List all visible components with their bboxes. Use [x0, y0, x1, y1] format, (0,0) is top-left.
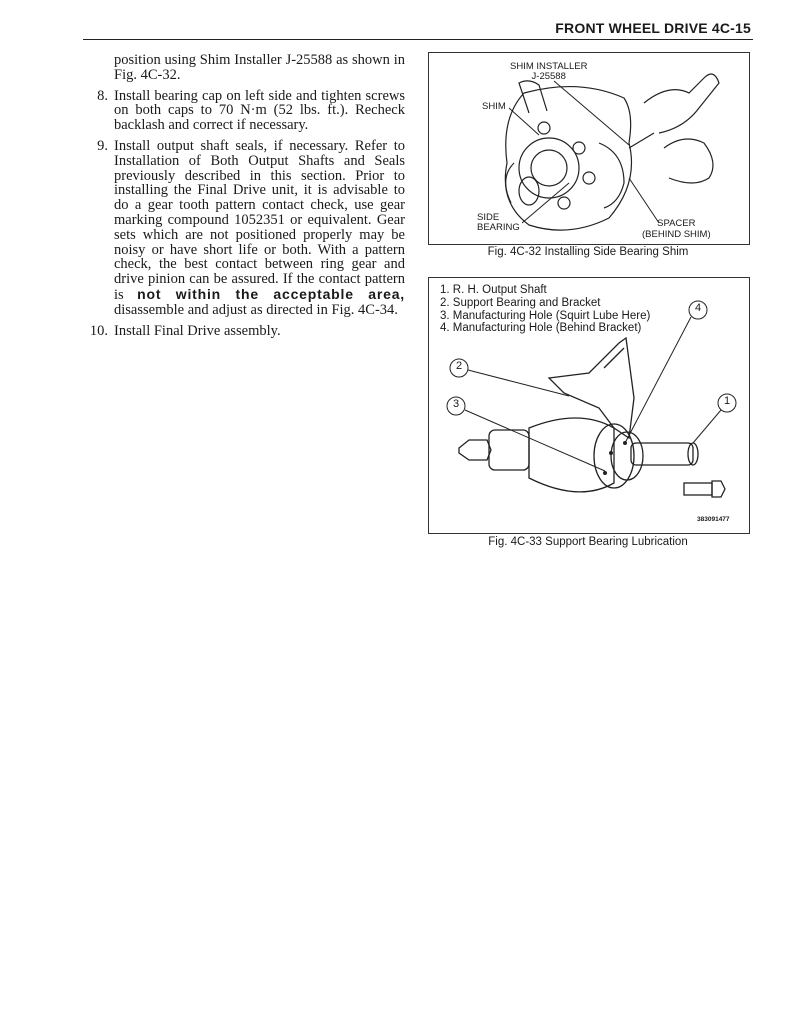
figure-4c-33-caption: Fig. 4C-33 Support Bearing Lubrication: [488, 536, 688, 548]
callout-label-4: 4: [694, 302, 702, 314]
step-8: [80, 89, 405, 133]
step-7-continuation: position using Shim Installer J-25588 as shown in Fig. 4C-32.: [114, 52, 405, 83]
step-9-text-a: Install output shaft seals, if necessary. Refer to Installation of Both Output Shafts and Seals previously described in this section. Prior to installing the Final Drive unit, it is advisable to do a gear tooth pattern contact check, use gear marking compound 1052351 or equivalent. Gear sets which are not positioned properly may be noisy or have short life or both. With a pattern check, the best contact between ring gear and drive pinion can be assured. If the contact pattern is: [114, 137, 405, 303]
support-bearing-illustration: [429, 278, 749, 533]
callout-shim-installer: SHIM INSTALLER J-25588: [510, 61, 588, 82]
callout-side-bearing: SIDE BEARING: [477, 212, 520, 233]
legend-item-4: 4. Manufacturing Hole (Behind Bracket): [440, 322, 642, 335]
legend-item-2: 2. Support Bearing and Bracket: [440, 296, 601, 309]
step-10-number: 10.: [89, 322, 108, 339]
header-rule: [83, 39, 753, 40]
figure-code: 383091477: [697, 516, 730, 523]
step-9-emphasis: not within the acceptable area,: [137, 285, 405, 302]
callout-spacer: SPACER (BEHIND SHIM): [642, 218, 711, 240]
step-8-number: 8.: [97, 87, 108, 104]
callout-label-2: 2: [455, 360, 463, 372]
step-9-text-b: disassemble and adjust as directed in Fig. 4C-34.: [114, 301, 398, 318]
step-8-text: Install bearing cap on left side and tighten screws on both caps to 70 N·m (52 lbs. ft.). Recheck backlash and correct if necessary.: [114, 87, 405, 134]
step-10: [80, 324, 405, 339]
figure-4c-32-caption: Fig. 4C-32 Installing Side Bearing Shim: [487, 246, 689, 258]
step-9: [80, 139, 405, 318]
figure-4c-32: [428, 52, 750, 245]
legend-item-1: 1. R. H. Output Shaft: [440, 284, 547, 296]
legend-item-3: 3. Manufacturing Hole (Squirt Lube Here): [440, 309, 651, 322]
step-9-number: 9.: [97, 137, 108, 154]
instruction-column: [80, 53, 405, 344]
callout-label-3: 3: [452, 398, 460, 410]
callout-label-1: 1: [723, 395, 731, 407]
callout-shim: SHIM: [482, 101, 506, 112]
page-header: FRONT WHEEL DRIVE 4C-15: [555, 20, 751, 36]
step-10-text: Install Final Drive assembly.: [114, 322, 281, 339]
figure-4c-33: [428, 277, 750, 534]
